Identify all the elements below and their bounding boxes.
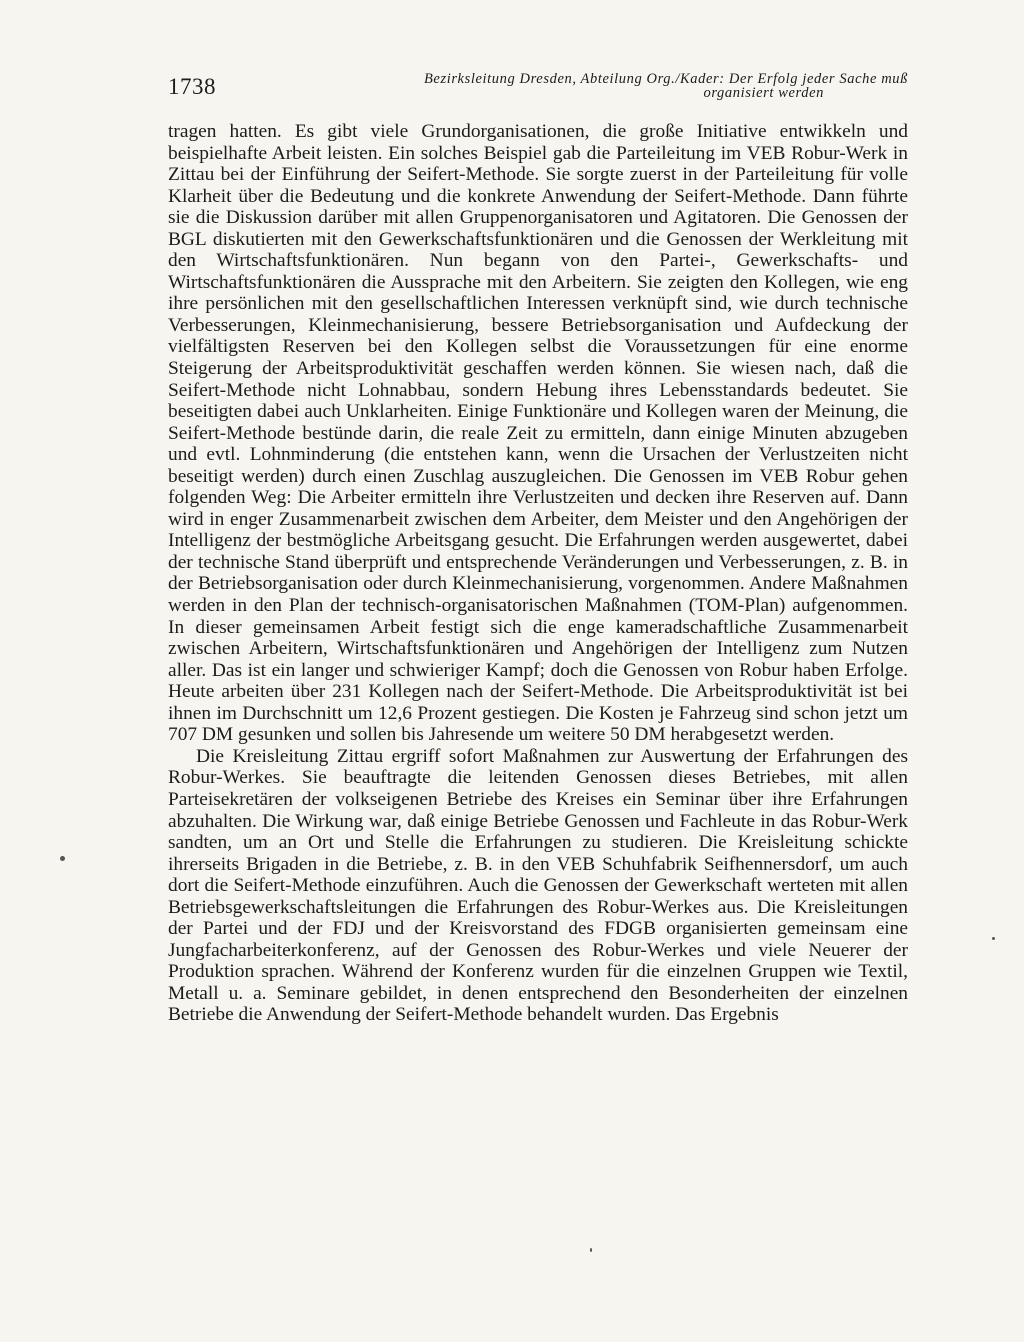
scan-speck — [60, 856, 65, 861]
paragraph-1: tragen hatten. Es gibt viele Grundorganisationen, die große Initiative entwikkeln und beispielhafte Arbeit leisten. Ein solches Beispiel gab die Parteileitung im VEB Robur-Werk in Zittau bei der Einführung der Seifert-Methode. Sie sorgte zuerst in der Parteileitung für volle Klarheit über die Bedeutung und die konkrete Anwendung der Seifert-Methode. Dann führte sie die Diskussion darüber mit allen Gruppenorganisatoren und Agitatoren. Die Genossen der BGL diskutierten mit den Gewerkschaftsfunktionären und die Genossen der Werkleitung mit den Wirtschaftsfunktionären. Nun begann von den Partei-, Gewerkschafts- und Wirtschaftsfunktionären die Aussprache mit den Arbeitern. Sie zeigten den Kollegen, wie eng ihre persönlichen mit den gesellschaftlichen Interessen verknüpft sind, wie durch technische Verbesserungen, Kleinmechanisierung, bessere Betriebsorganisation und Aufdeckung der vielfältigsten Reserven bei den Kollegen selbst die Voraussetzungen für eine enorme Steigerung der Arbeitsproduktivität geschaffen werden können. Sie wiesen nach, daß die Seifert-Methode nicht Lohnabbau, sondern Hebung ihres Lebensstandards bedeutet. Sie beseitigten dabei auch Unklarheiten. Einige Funktionäre und Kollegen waren der Meinung, die Seifert-Methode bestünde darin, die reale Zeit zu ermitteln, dann einige Minuten abzugeben und evtl. Lohnminderung (die entstehen kann, wenn die Ursachen der Verlustzeiten nicht beseitigt werden) durch einen Zuschlag auszugleichen. Die Genossen im VEB Robur gehen folgenden Weg: Die Arbeiter ermitteln ihre Verlustzeiten und decken ihre Reserven auf. Dann wird in enger Zusammenarbeit zwischen dem Arbeiter, dem Meister und den Angehörigen der Intelligenz der bestmögliche Arbeitsgang gesucht. Die Erfahrungen werden ausgewertet, dabei der technische Stand überprüft und entsprechende Veränderungen und Verbesserungen, z. B. in der Betriebsorganisation oder durch Kleinmechanisierung, vorgenommen. Andere Maßnahmen werden in den Plan der technisch-organisatorischen Maßnahmen (TOM-Plan) aufgenommen. In dieser gemeinsamen Arbeit festigt sich die enge kameradschaftliche Zusammenarbeit zwischen Arbeitern, Wirtschaftsfunktionären und Angehörigen der Intelligenz zum Nutzen aller. Das ist ein langer und schwieriger Kampf; doch die Genossen von Robur haben Erfolge. Heute arbeiten über 231 Kollegen nach der Seifert-Methode. Die Arbeitsproduktivität ist bei ihnen im Durchschnitt um 12,6 Prozent gestiegen. Die Kosten je Fahrzeug sind schon jetzt um 707 DM gesunken und sollen bis Jahresende um weitere 50 DM herabgesetzt werden. — [168, 121, 908, 746]
running-head — [298, 72, 908, 100]
page-number: 1738 — [168, 74, 216, 99]
running-head-line-1: Bezirksleitung Dresden, Abteilung Org./Kader: Der Erfolg jeder Sache muß — [423, 71, 908, 87]
running-head-line-2: organisiert werden — [703, 85, 824, 101]
page-header — [168, 70, 908, 110]
paragraph-2: Die Kreisleitung Zittau ergriff sofort Maßnahmen zur Auswertung der Erfahrungen des Robur-Werkes. Sie beauftragte die leitenden Genossen dieses Betriebes, mit allen Parteisekretären der volkseigenen Betriebe des Kreises ein Seminar über ihre Erfahrungen abzuhalten. Die Wirkung war, daß einige Betriebe Genossen und Fachleute in das Robur-Werk sandten, um an Ort und Stelle die Erfahrungen zu studieren. Die Kreisleitung schickte ihrerseits Brigaden in die Betriebe, z. B. in den VEB Schuhfabrik Seifhennersdorf, um auch dort die Seifert-Methode einzuführen. Auch die Genossen der Gewerkschaft werteten mit allen Betriebsgewerkschaftsleitungen die Erfahrungen des Robur-Werkes aus. Die Kreisleitungen der Partei und der FDJ und der Kreisvorstand des FDGB organisierten gemeinsam eine Jungfacharbeiterkonferenz, auf der Genossen des Robur-Werkes und viele Neuerer der Produktion sprachen. Während der Konferenz wurden für die einzelnen Gruppen wie Textil, Metall u. a. Seminare gebildet, in denen entsprechend den Besonderheiten der einzelnen Betriebe die Anwendung der Seifert-Methode behandelt wurden. Das Ergebnis — [168, 745, 908, 1026]
scan-speck — [992, 937, 995, 940]
body-text — [168, 121, 908, 1026]
scan-speck — [590, 1248, 592, 1252]
